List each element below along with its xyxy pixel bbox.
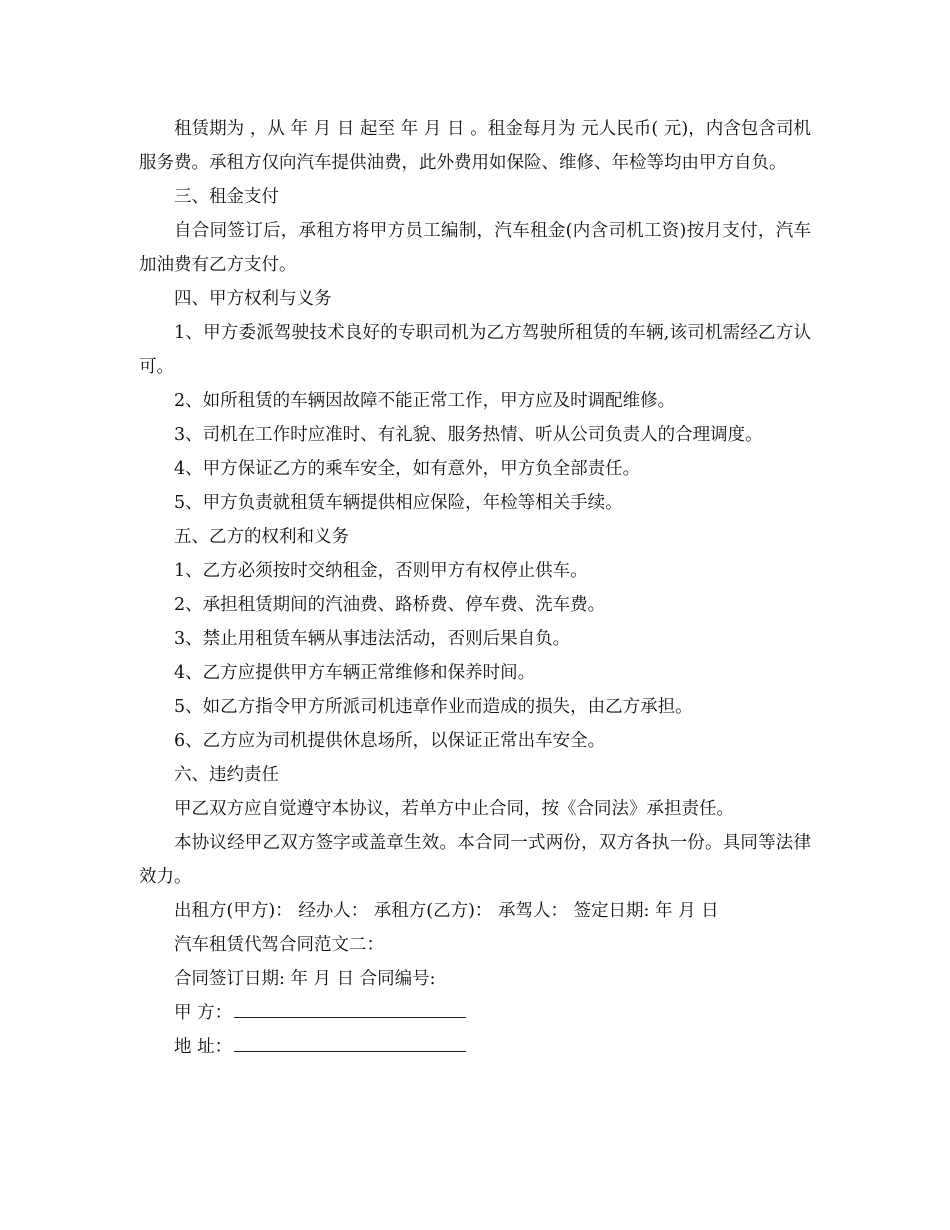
contract-date-number-line: 合同签订日期: 年 月 日 合同编号:: [174, 969, 436, 989]
clause-item: 6、乙方应为司机提供休息场所，以保证正常出车安全。: [174, 731, 606, 751]
section-heading: 五、乙方的权利和义务: [174, 527, 349, 547]
paragraph: 自合同签订后，承租方将甲方员工编制，汽车租金(内含司机工资)按月支付，汽车加油费有乙方支付。: [139, 221, 811, 275]
address-field: [139, 1030, 811, 1064]
clause-item: 1、甲方委派驾驶技术良好的专职司机为乙方驾驶所租赁的车辆,该司机需经乙方认可。: [139, 323, 811, 377]
clause-item: 2、承担租赁期间的汽油费、路桥费、停车费、洗车费。: [174, 595, 606, 615]
paragraph: 租赁期为 ，从 年 月 日 起至 年 月 日 。租金每月为 元人民币( 元)，内含包含司机服务费。承租方仅向汽车提供油费，此外费用如保险、维修、年检等均由甲方自负。: [139, 119, 811, 173]
party-a-label: 甲 方：: [174, 1003, 233, 1023]
clause-item: 3、禁止用租赁车辆从事违法活动，否则后果自负。: [174, 629, 571, 649]
clause-item: 2、如所租赁的车辆因故障不能正常工作，甲方应及时调配维修。: [174, 391, 676, 411]
address-label: 地 址：: [174, 1037, 233, 1057]
paragraph: 本协议经甲乙双方签字或盖章生效。本合同一式两份，双方各执一份。具同等法律效力。: [139, 833, 811, 887]
clause-item: 3、司机在工作时应准时、有礼貌、服务热情、听从公司负责人的合理调度。: [174, 425, 763, 445]
clause-item: 4、乙方应提供甲方车辆正常维修和保养时间。: [174, 663, 536, 683]
document-subtitle: 汽车租赁代驾合同范文二：: [174, 935, 384, 955]
clause-item: 1、乙方必须按时交纳租金，否则甲方有权停止供车。: [174, 561, 588, 581]
document-body: [139, 112, 811, 1064]
address-blank-line: [234, 1031, 466, 1052]
section-heading: 四、甲方权利与义务: [174, 289, 332, 309]
party-a-field: [139, 996, 811, 1030]
section-heading: 三、租金支付: [174, 187, 279, 207]
section-heading: 六、违约责任: [174, 765, 279, 785]
paragraph: 甲乙双方应自觉遵守本协议，若单方中止合同，按《合同法》承担责任。: [174, 799, 734, 819]
clause-item: 4、甲方保证乙方的乘车安全，如有意外，甲方负全部责任。: [174, 459, 641, 479]
clause-item: 5、甲方负责就租赁车辆提供相应保险，年检等相关手续。: [174, 493, 623, 513]
clause-item: 5、如乙方指令甲方所派司机违章作业而造成的损失，由乙方承担。: [174, 697, 693, 717]
signature-line: 出租方(甲方)： 经办人： 承租方(乙方)： 承驾人： 签定日期: 年 月 日: [174, 901, 719, 921]
party-a-blank-line: [234, 997, 466, 1018]
